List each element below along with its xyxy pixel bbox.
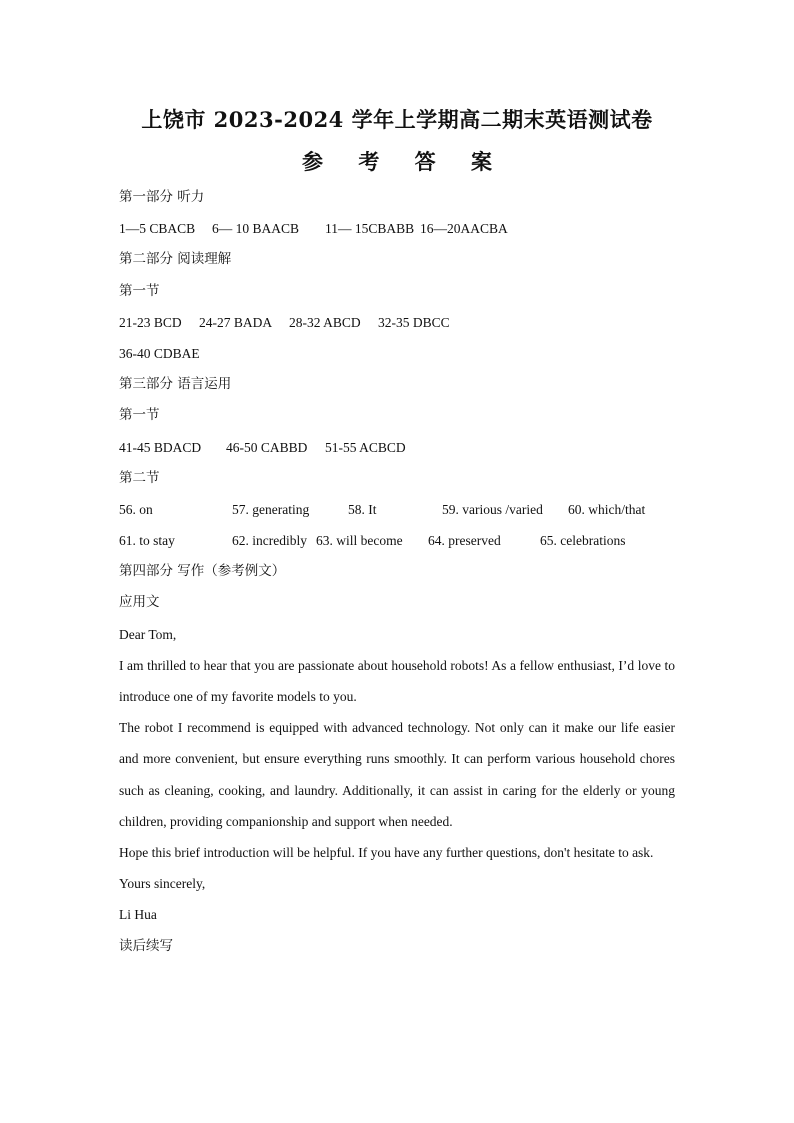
part3-section2-heading: 第二节 xyxy=(119,469,160,486)
answer-group: 51-55 ACBCD xyxy=(325,439,406,455)
answer-group: 11— 15CBABB xyxy=(325,221,415,237)
fill-answer: 59. various /varied xyxy=(442,501,543,517)
fill-answer: 57. generating xyxy=(232,501,310,517)
part2-section1-heading: 第一节 xyxy=(119,282,160,299)
letter-signature: Li Hua xyxy=(119,907,157,923)
part3-heading: 第三部分 语言运用 xyxy=(119,376,232,393)
fill-answer: 61. to stay xyxy=(119,533,175,549)
part3-answers xyxy=(119,432,675,463)
answer-group: 16—20AACBA xyxy=(420,221,508,237)
fill-answer: 65. celebrations xyxy=(540,533,626,549)
answer-group: 21-23 BCD xyxy=(119,314,182,330)
answer-group: 41-45 BDACD xyxy=(119,439,202,455)
answer-group: 46-50 CABBD xyxy=(226,439,308,455)
part1-answers xyxy=(119,213,675,244)
fill-answer: 58. It xyxy=(348,501,377,517)
part3-fill-row1 xyxy=(119,494,675,525)
letter-paragraph-3: Hope this brief introduction will be helpful. If you have any further questions, don't hesitate to ask. xyxy=(119,845,654,861)
part1-heading: 第一部分 听力 xyxy=(119,189,205,205)
page-subtitle: 参 考 答 案 xyxy=(302,149,506,174)
page-title: 上饶市 2023-2024 学年上学期高二期末英语测试卷 xyxy=(141,107,653,132)
continuation-writing-heading: 读后续写 xyxy=(119,937,173,954)
fill-answer: 63. will become xyxy=(316,533,403,549)
part4-heading: 第四部分 写作（参考例文） xyxy=(119,563,286,580)
letter-closing: Yours sincerely, xyxy=(119,876,206,892)
part3-fill-row2 xyxy=(119,525,675,556)
answer-group: 32-35 DBCC xyxy=(378,314,450,330)
document-body xyxy=(119,182,675,962)
letter-paragraph-1: I am thrilled to hear that you are passionate about household robots! As a fellow enthusiast, I’d love to introduce one of my favorite models to you. xyxy=(119,657,675,705)
fill-answer: 62. incredibly xyxy=(232,533,307,549)
letter-paragraph-2: The robot I recommend is equipped with advanced technology. Not only can it make our life easier and more convenient, but ensure everything runs smoothly. It can perform various household chores such as cleaning, cooking, and laundry. Additionally, it can assist in caring for the elderly or young children, providing companionship and support when needed. xyxy=(119,720,675,829)
answer-group: 6— 10 BAACB xyxy=(212,221,300,237)
part2-answers-row1 xyxy=(119,307,675,338)
answer-group: 28-32 ABCD xyxy=(289,314,361,330)
fill-answer: 60. which/that xyxy=(568,501,646,517)
applied-writing-heading: 应用文 xyxy=(119,594,160,611)
answer-group: 36-40 CDBAE xyxy=(119,345,200,361)
fill-answer: 56. on xyxy=(119,501,153,517)
part3-section1-heading: 第一节 xyxy=(119,407,160,424)
letter-greeting: Dear Tom, xyxy=(119,626,177,642)
answer-group: 24-27 BADA xyxy=(199,314,273,330)
part2-heading: 第二部分 阅读理解 xyxy=(119,251,232,268)
part2-answers-row2 xyxy=(119,338,675,369)
fill-answer: 64. preserved xyxy=(428,533,501,549)
answer-group: 1—5 CBACB xyxy=(119,221,196,237)
